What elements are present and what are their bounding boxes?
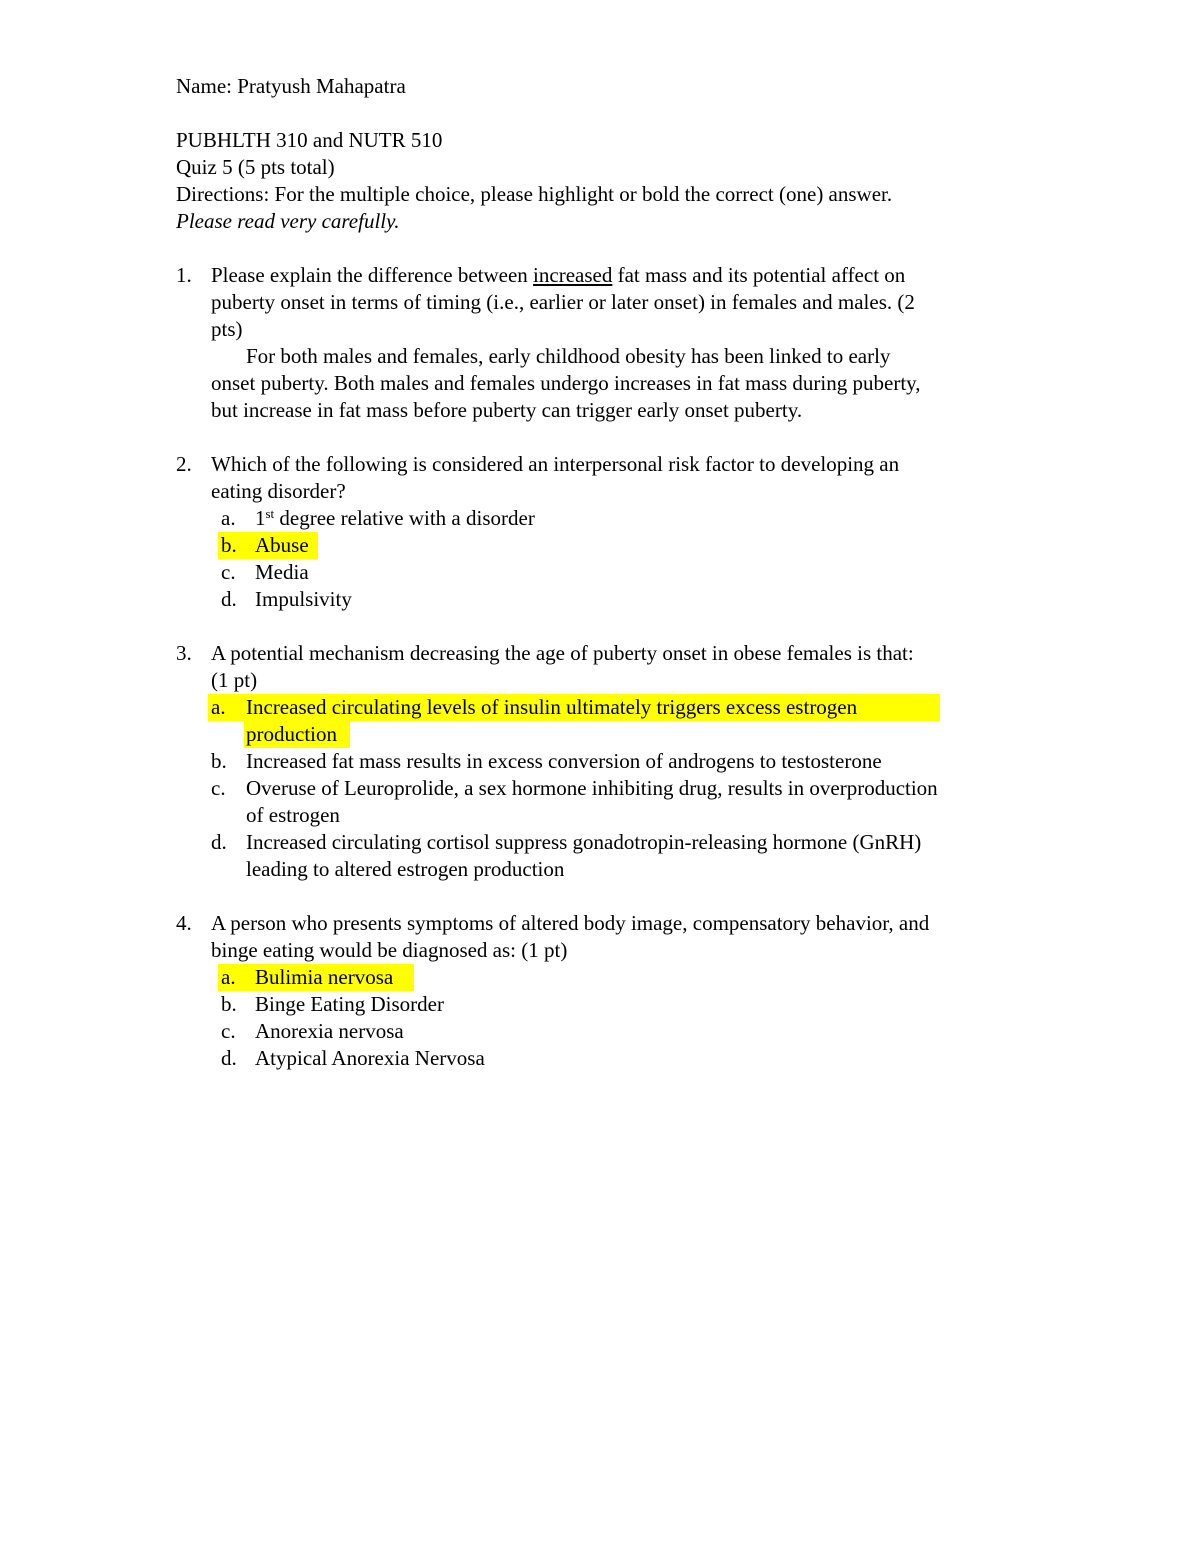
option-a-continued: production (176, 721, 1036, 748)
question-1 (176, 262, 1036, 343)
option-c-continued: of estrogen (246, 803, 340, 827)
question-text: pts) (211, 317, 243, 341)
question-text: A person who presents symptoms of altered body image, compensatory behavior, and (211, 911, 930, 935)
question-text: Which of the following is considered an interpersonal risk factor to developing an (211, 452, 900, 476)
option-b-selected: b. Abuse (176, 532, 1036, 559)
question-text: A potential mechanism decreasing the age of puberty onset in obese females is that: (211, 641, 914, 665)
question-text: (1 pt) (211, 668, 258, 692)
question-number: 2. (176, 452, 192, 476)
option-c: c. Overuse of Leuroprolide, a sex hormone inhibiting drug, results in overproduction (211, 776, 938, 800)
option-d: d. Increased circulating cortisol suppress gonadotropin-releasing hormone (GnRH) (211, 830, 922, 854)
course-title: PUBHLTH 310 and NUTR 510 (176, 128, 443, 152)
answer-text: onset puberty. Both males and females undergo increases in fat mass during puberty, (211, 371, 921, 395)
answer-text: For both males and females, early childhood obesity has been linked to early (246, 344, 891, 368)
question-text: binge eating would be diagnosed as: (1 pt) (211, 938, 568, 962)
question-number: 4. (176, 911, 192, 935)
question-text: puberty onset in terms of timing (i.e., earlier or later onset) in females and males. (2 (211, 290, 915, 314)
answer-text: but increase in fat mass before puberty can trigger early onset puberty. (211, 398, 803, 422)
question-text: Please explain the difference between increased fat mass and its potential affect on (211, 263, 906, 287)
question-2 (176, 451, 1036, 505)
quiz-title: Quiz 5 (5 pts total) (176, 155, 335, 179)
option-a-selected: a. Bulimia nervosa (176, 964, 1036, 991)
option-b: b. Binge Eating Disorder (221, 992, 444, 1016)
document-content (176, 73, 1036, 1072)
option-d: d. Impulsivity (221, 587, 352, 611)
question-4 (176, 910, 1036, 964)
option-c: c. Media (221, 560, 309, 584)
option-d-continued: leading to altered estrogen production (246, 857, 565, 881)
option-d: d. Atypical Anorexia Nervosa (221, 1046, 485, 1070)
option-c: c. Anorexia nervosa (221, 1019, 404, 1043)
student-name: Name: Pratyush Mahapatra (176, 74, 406, 98)
option-a-selected: a. Increased circulating levels of insulin ultimately triggers excess estrogen (176, 694, 1036, 721)
question-number: 3. (176, 641, 192, 665)
question-number: 1. (176, 263, 192, 287)
option-b: b. Increased fat mass results in excess conversion of androgens to testosterone (211, 749, 882, 773)
option-a: a. 1st degree relative with a disorder (221, 506, 535, 530)
underlined-word: increased (533, 263, 613, 287)
question-text: eating disorder? (211, 479, 346, 503)
directions: Directions: For the multiple choice, please highlight or bold the correct (one) answer. (176, 182, 893, 206)
question-3 (176, 640, 1036, 694)
directions-note: Please read very carefully. (176, 209, 400, 233)
